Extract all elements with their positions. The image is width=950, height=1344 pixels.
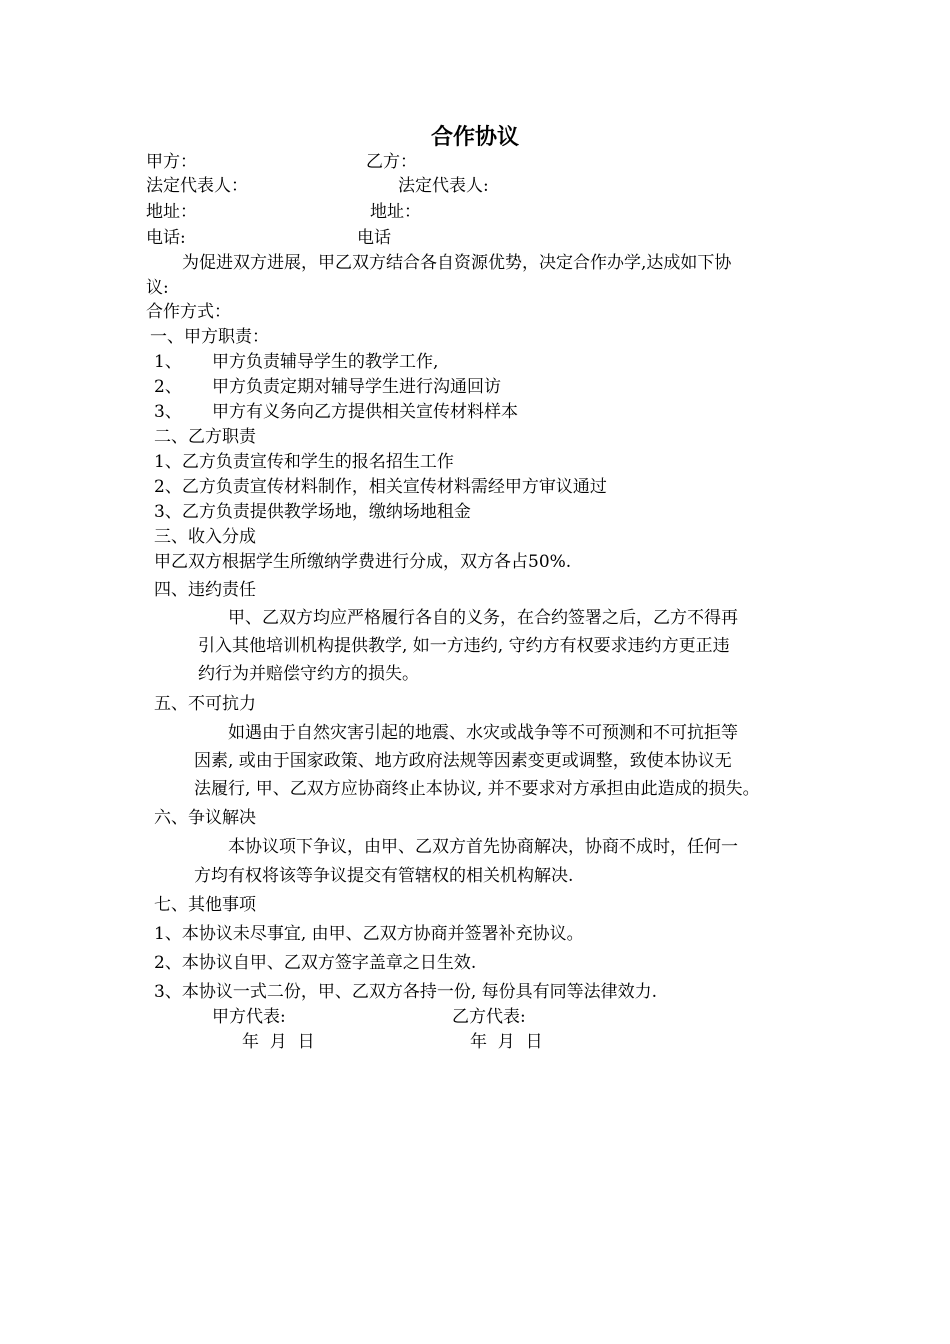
section-5-heading: 五、不可抗力 xyxy=(154,694,256,714)
section-7-heading: 七、其他事项 xyxy=(154,895,256,915)
party-a-label: 甲方： xyxy=(146,152,197,172)
section-6-heading: 六、争议解决 xyxy=(154,808,256,828)
s1-item-3-num: 3、 xyxy=(154,402,182,422)
section-3-heading: 三、收入分成 xyxy=(154,527,256,547)
party-b-signature: 乙方代表: xyxy=(452,1007,526,1027)
intro-line-2: 议: xyxy=(146,278,169,298)
section-1-heading: 一、甲方职责： xyxy=(150,327,269,347)
s2-item-1: 1、乙方负责宣传和学生的报名招生工作 xyxy=(154,452,454,472)
section-4-line-1: 甲、乙双方均应严格履行各自的义务，在合约签署之后，乙方不得再 xyxy=(228,608,738,628)
phone-b: 电话 xyxy=(357,228,391,248)
address-b: 地址： xyxy=(370,202,421,222)
section-5-line-2: 因素, 或由于国家政策、地方政府法规等因素变更或调整，致使本协议无 xyxy=(194,751,732,771)
s1-item-1-text: 甲方负责辅导学生的教学工作, xyxy=(212,352,439,372)
section-6-line-1: 本协议项下争议，由甲、乙双方首先协商解决，协商不成时，任何一 xyxy=(228,837,738,857)
party-b-date: 年 月 日 xyxy=(470,1032,543,1052)
legal-rep-a: 法定代表人： xyxy=(146,176,248,196)
section-4-line-2: 引入其他培训机构提供教学, 如一方违约, 守约方有权要求违约方更正违 xyxy=(198,636,730,656)
s1-item-2-text: 甲方负责定期对辅导学生进行沟通回访 xyxy=(212,377,501,397)
s1-item-1-num: 1、 xyxy=(154,352,182,372)
document-title: 合作协议 xyxy=(430,124,519,150)
s7-item-1: 1、本协议未尽事宜, 由甲、乙双方协商并签署补充协议。 xyxy=(154,924,584,944)
address-a: 地址： xyxy=(146,202,197,222)
section-4-line-3: 约行为并赔偿守约方的损失。 xyxy=(198,664,419,684)
cooperation-mode-heading: 合作方式： xyxy=(146,302,231,322)
s7-item-2: 2、本协议自甲、乙双方签字盖章之日生效. xyxy=(154,953,477,973)
party-a-date: 年 月 日 xyxy=(242,1032,315,1052)
s1-item-2-num: 2、 xyxy=(154,377,182,397)
s7-item-3: 3、本协议一式二份，甲、乙双方各持一份, 每份具有同等法律效力. xyxy=(154,982,658,1002)
section-2-heading: 二、乙方职责 xyxy=(154,427,256,447)
section-5-line-3: 法履行, 甲、乙双方应协商终止本协议, 并不要求对方承担由此造成的损失。 xyxy=(194,779,760,799)
s2-item-3: 3、乙方负责提供教学场地，缴纳场地租金 xyxy=(154,502,471,522)
s2-item-2: 2、乙方负责宣传材料制作，相关宣传材料需经甲方审议通过 xyxy=(154,477,607,497)
intro-line-1: 为促进双方进展，甲乙双方结合各自资源优势，决定合作办学,达成如下协 xyxy=(182,253,732,273)
section-6-line-2: 方均有权将该等争议提交有管辖权的相关机构解决. xyxy=(194,866,574,886)
section-5-line-1: 如遇由于自然灾害引起的地震、水灾或战争等不可预测和不可抗拒等 xyxy=(228,723,738,743)
party-b-label: 乙方： xyxy=(366,152,417,172)
party-a-signature: 甲方代表: xyxy=(212,1007,286,1027)
section-4-heading: 四、违约责任 xyxy=(154,580,256,600)
s1-item-3-text: 甲方有义务向乙方提供相关宣传材料样本 xyxy=(212,402,518,422)
section-3-text: 甲乙双方根据学生所缴纳学费进行分成，双方各占50%. xyxy=(154,552,572,572)
legal-rep-b: 法定代表人: xyxy=(398,176,489,196)
phone-a: 电话: xyxy=(146,228,186,248)
